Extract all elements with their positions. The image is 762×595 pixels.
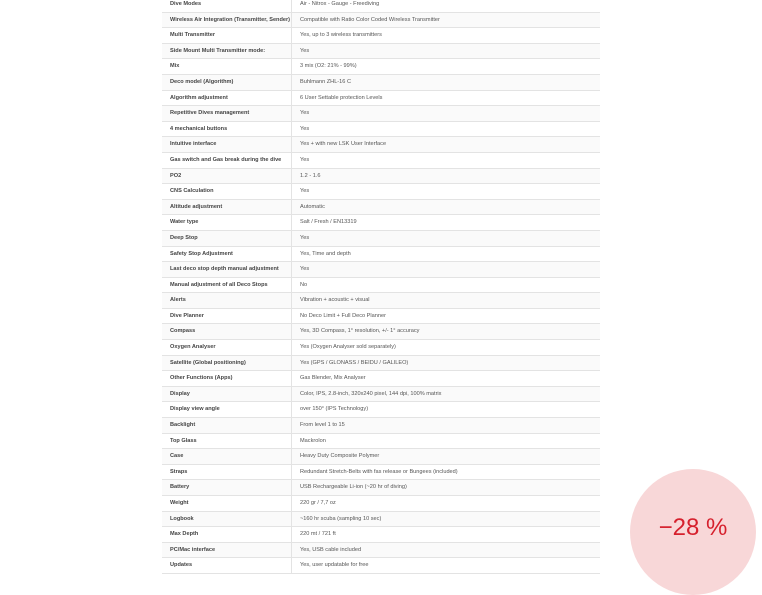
spec-label: PC/Mac interface	[162, 543, 292, 558]
spec-value: Yes, user updatable for free	[300, 562, 369, 569]
spec-value: Salt / Fresh / EN13319	[300, 219, 357, 226]
table-row	[162, 137, 600, 153]
table-row	[162, 512, 600, 528]
spec-label: Repetitive Dives management	[162, 106, 292, 121]
table-row	[162, 449, 600, 465]
spec-label: Manual adjustment of all Deco Stops	[162, 278, 292, 293]
discount-text: −28 %	[658, 514, 728, 541]
spec-label: Display	[162, 387, 292, 402]
spec-value: Yes	[300, 234, 310, 241]
spec-label: Max Depth	[162, 527, 292, 542]
spec-label: Safety Stop Adjustment	[162, 247, 292, 262]
spec-label: Satellite (Global positioning)	[162, 356, 292, 371]
spec-label: Updates	[162, 558, 292, 573]
table-row	[162, 91, 600, 107]
spec-value: Yes, up to 3 wireless transmitters	[300, 32, 382, 39]
table-row	[162, 122, 600, 138]
spec-label: Oxygen Analyser	[162, 340, 292, 355]
table-row	[162, 44, 600, 60]
spec-label: Wireless Air Integration (Transmitter, Sender)	[162, 13, 292, 28]
discount-badge	[630, 469, 756, 595]
table-row	[162, 434, 600, 450]
spec-label: Straps	[162, 465, 292, 480]
spec-value: Buhlmann ZHL-16 C	[300, 78, 351, 85]
spec-label: Altitude adjustment	[162, 200, 292, 215]
spec-label: Battery	[162, 480, 292, 495]
table-row	[162, 184, 600, 200]
spec-value: Air - Nitrox - Gauge - Freediving	[300, 1, 380, 7]
spec-value: Automatic	[300, 203, 325, 210]
spec-value: USB Rechargeable Li-ion (~20 hr of diving)	[300, 484, 407, 491]
spec-value: over 150° (IPS Technology)	[300, 406, 369, 413]
table-row	[162, 480, 600, 496]
spec-value: Yes, Time and depth	[300, 250, 351, 257]
spec-label: Deep Stop	[162, 231, 292, 246]
spec-value: Yes, USB cable included	[300, 546, 362, 553]
spec-label: Gas switch and Gas break during the dive	[162, 153, 292, 168]
spec-value: Compatible with Ratio Color Coded Wireless Transmitter	[300, 16, 440, 23]
spec-label: Logbook	[162, 512, 292, 527]
spec-label: Backlight	[162, 418, 292, 433]
spec-value: Yes (Oxygen Analyser sold separately)	[300, 344, 396, 351]
spec-label: Algorithm adjustment	[162, 91, 292, 106]
table-row	[162, 153, 600, 169]
table-row	[162, 13, 600, 29]
table-row	[162, 402, 600, 418]
spec-value: No	[300, 281, 308, 288]
spec-value: Yes + with new LSK User Interface	[300, 141, 387, 148]
table-row	[162, 356, 600, 372]
spec-label: Side Mount Multi Transmitter mode:	[162, 44, 292, 59]
table-row	[162, 0, 600, 13]
spec-table	[162, 0, 600, 574]
spec-label: CNS Calculation	[162, 184, 292, 199]
table-row	[162, 371, 600, 387]
table-row	[162, 278, 600, 294]
table-row	[162, 169, 600, 185]
spec-value: ~160 hr scuba (sampling 10 sec)	[300, 515, 382, 522]
table-row	[162, 527, 600, 543]
table-row	[162, 231, 600, 247]
spec-label: Dive Planner	[162, 309, 292, 324]
spec-value: Yes	[300, 188, 310, 195]
spec-value: Yes	[300, 125, 310, 132]
spec-label: Weight	[162, 496, 292, 511]
table-row	[162, 387, 600, 403]
table-row	[162, 293, 600, 309]
spec-value: 6 User Settable protection Levels	[300, 94, 383, 101]
spec-label: Alerts	[162, 293, 292, 308]
table-row	[162, 309, 600, 325]
table-row	[162, 324, 600, 340]
spec-value: Heavy Duty Composite Polymer	[300, 453, 380, 460]
spec-value: Mackrolon	[300, 437, 326, 444]
spec-label: Deco model (Algorithm)	[162, 75, 292, 90]
spec-value: Gas Blender, Mix Analyser	[300, 375, 366, 382]
spec-value: Yes	[300, 266, 310, 273]
spec-label: Dive Modes	[162, 0, 292, 12]
table-row	[162, 465, 600, 481]
spec-value: Vibration + acoustic + visual	[300, 297, 370, 304]
spec-label: 4 mechanical buttons	[162, 122, 292, 137]
spec-label: Intuitive interface	[162, 137, 292, 152]
table-row	[162, 215, 600, 231]
spec-label: Water type	[162, 215, 292, 230]
spec-value: Yes, 3D Compass, 1° resolution, +/- 1° accuracy	[300, 328, 420, 335]
spec-label: Case	[162, 449, 292, 464]
spec-label: Last deco stop depth manual adjustment	[162, 262, 292, 277]
table-row	[162, 75, 600, 91]
spec-value: 220 mt / 721 ft	[300, 531, 336, 538]
spec-value: Yes	[300, 156, 310, 163]
spec-value: Yes (GPS / GLONASS / BEIDU / GALILEO)	[300, 359, 409, 366]
table-row	[162, 28, 600, 44]
table-row	[162, 262, 600, 278]
table-row	[162, 418, 600, 434]
spec-value: 3 mix (O2: 21% - 99%)	[300, 63, 357, 70]
spec-label: Compass	[162, 324, 292, 339]
table-row	[162, 340, 600, 356]
spec-label: Multi Transmitter	[162, 28, 292, 43]
table-row	[162, 106, 600, 122]
table-row	[162, 543, 600, 559]
spec-value: From level 1 to 15	[300, 422, 345, 429]
spec-label: Mix	[162, 59, 292, 74]
spec-value: 1.2 - 1.6	[300, 172, 321, 179]
table-row	[162, 247, 600, 263]
spec-value: No Deco Limit + Full Deco Planner	[300, 312, 386, 319]
table-row	[162, 496, 600, 512]
spec-value: Yes	[300, 47, 310, 54]
spec-label: PO2	[162, 169, 292, 184]
spec-value: Yes	[300, 110, 310, 117]
spec-value: 220 gr / 7,7 oz	[300, 500, 336, 506]
spec-label: Other Functions (Apps)	[162, 371, 292, 386]
table-row	[162, 200, 600, 216]
table-row	[162, 59, 600, 75]
spec-label: Top Glass	[162, 434, 292, 449]
spec-value: Color, IPS, 2.8-inch, 320x240 pixel, 144 dpi, 100% matrix	[300, 390, 442, 397]
spec-value: Redundant Stretch-Belts with fas release or Bungees (included)	[300, 468, 458, 475]
spec-label: Display view angle	[162, 402, 292, 417]
